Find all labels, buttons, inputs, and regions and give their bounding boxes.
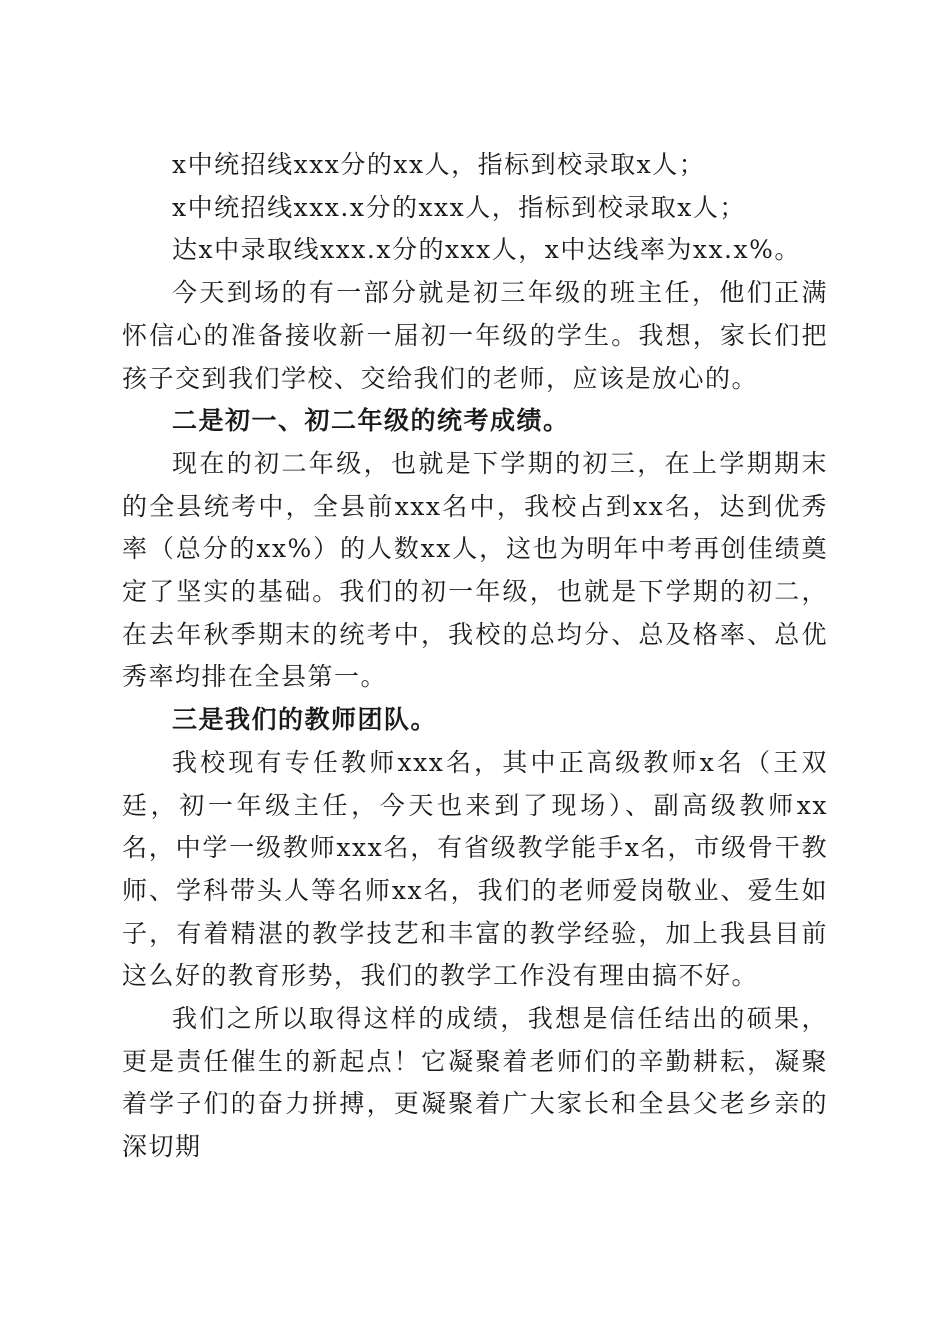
document-body (122, 144, 828, 1169)
paragraph-score-line-1: x中统招线xxx分的xx人，指标到校录取x人； (172, 150, 706, 179)
paragraph-score-line-2: x中统招线xxx.x分的xxx人，指标到校录取x人； (172, 192, 746, 222)
section-heading-exam-results: 二是初一、初二年级的统考成绩。 (172, 406, 570, 436)
paragraph-head-teachers: 今天到场的有一部分就是初三年级的班主任，他们正满怀信心的准备接收新一届初一年级的学生。我想，家长们把孩子交到我们学校、交给我们的老师，应该是放心的。 (122, 278, 828, 393)
paragraph-exam-results: 现在的初二年级，也就是下学期的初三，在上学期期末的全县统考中，全县前xxx名中，我校占到xx名，达到优秀率（总分的xx%）的人数xx人，这也为明年中考再创佳绩奠定了坚实的基础。我们的初一年级，也就是下学期的初二，在去年秋季期末的统考中，我校的总均分、总及格率、总优秀率均排在全县第一。 (122, 448, 828, 692)
paragraph-conclusion: 我们之所以取得这样的成绩，我想是信任结出的硕果，更是责任催生的新起点！它凝聚着老师们的辛勤耕耘，凝聚着学子们的奋力拼搏，更凝聚着广大家长和全县父老乡亲的深切期 (122, 1004, 828, 1162)
section-heading-teacher-team: 三是我们的教师团队。 (172, 705, 438, 735)
paragraph-teacher-team: 我校现有专任教师xxx名，其中正高级教师x名（王双廷，初一年级主任，今天也来到了现场）、副高级教师xx名，中学一级教师xxx名，有省级教学能手x名，市级骨干教师、学科带头人等名师xx名，我们的老师爱岗敬业、爱生如子，有着精湛的教学技艺和丰富的教学经验，加上我县目前这么好的教育形势，我们的教学工作没有理由搞不好。 (122, 747, 828, 991)
paragraph-score-line-3: 达x中录取线xxx.x分的xxx人，x中达线率为xx.x%。 (172, 235, 801, 265)
